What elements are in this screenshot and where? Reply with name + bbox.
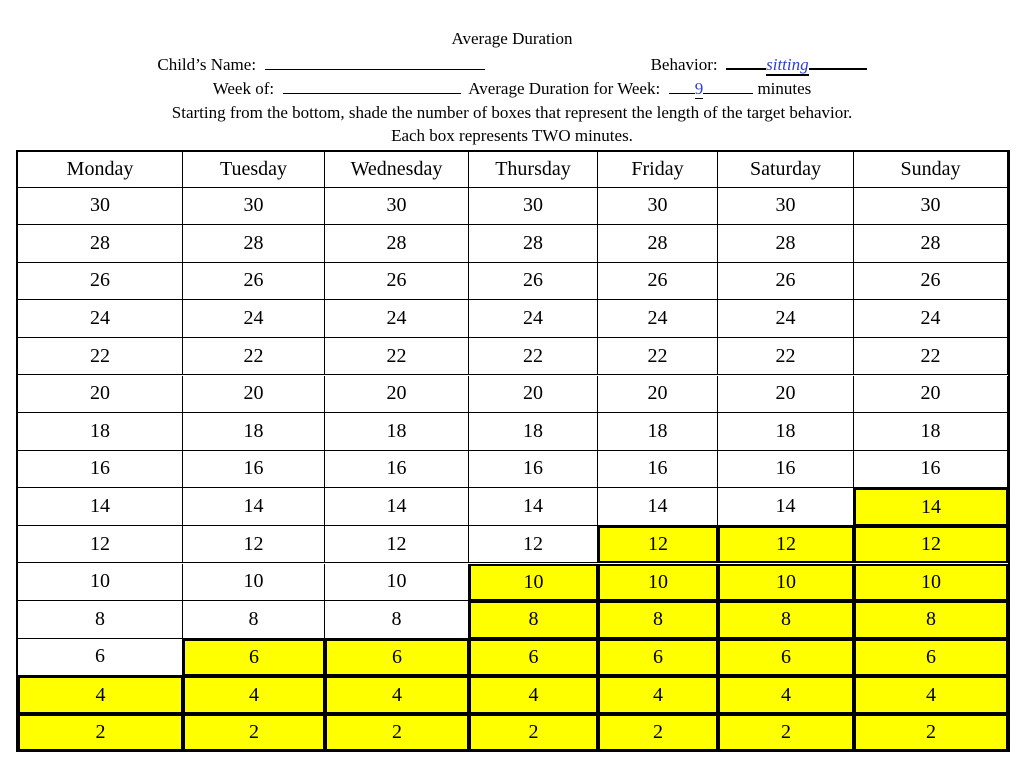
duration-box-saturday-16[interactable]: 16 [718,451,854,489]
duration-box-thursday-28[interactable]: 28 [469,225,598,263]
duration-box-friday-4[interactable]: 4 [598,676,718,714]
duration-box-friday-20[interactable]: 20 [598,376,718,414]
duration-box-thursday-30[interactable]: 30 [469,188,598,226]
duration-box-friday-2[interactable]: 2 [598,714,718,752]
minutes-label: minutes [757,79,812,98]
duration-box-wednesday-4[interactable]: 4 [325,676,469,714]
duration-box-saturday-30[interactable]: 30 [718,188,854,226]
duration-box-sunday-14[interactable]: 14 [854,488,1008,526]
duration-box-friday-8[interactable]: 8 [598,601,718,639]
worksheet-header [0,27,1024,148]
duration-box-saturday-6[interactable]: 6 [718,639,854,677]
avg-underline-right [703,76,753,94]
duration-box-sunday-6[interactable]: 6 [854,639,1008,677]
day-header-friday: Friday [598,152,718,188]
duration-box-wednesday-24[interactable]: 24 [325,300,469,338]
duration-box-thursday-26[interactable]: 26 [469,263,598,301]
duration-box-tuesday-14[interactable]: 14 [183,488,325,526]
duration-box-monday-20[interactable]: 20 [18,376,183,414]
day-header-thursday: Thursday [469,152,598,188]
duration-box-saturday-22[interactable]: 22 [718,338,854,376]
duration-box-sunday-8[interactable]: 8 [854,601,1008,639]
day-header-sunday: Sunday [854,152,1008,188]
duration-box-saturday-26[interactable]: 26 [718,263,854,301]
duration-box-monday-4[interactable]: 4 [18,676,183,714]
duration-box-tuesday-30[interactable]: 30 [183,188,325,226]
duration-box-wednesday-28[interactable]: 28 [325,225,469,263]
child-name-label: Child’s Name: [157,54,257,74]
duration-box-friday-24[interactable]: 24 [598,300,718,338]
duration-box-monday-6[interactable]: 6 [18,639,183,677]
duration-box-monday-18[interactable]: 18 [18,413,183,451]
duration-box-tuesday-28[interactable]: 28 [183,225,325,263]
duration-box-thursday-12[interactable]: 12 [469,526,598,564]
day-header-wednesday: Wednesday [325,152,469,188]
duration-box-tuesday-20[interactable]: 20 [183,376,325,414]
duration-box-saturday-24[interactable]: 24 [718,300,854,338]
duration-box-sunday-20[interactable]: 20 [854,376,1008,414]
duration-box-saturday-28[interactable]: 28 [718,225,854,263]
duration-box-thursday-8[interactable]: 8 [469,601,598,639]
duration-box-monday-8[interactable]: 8 [18,601,183,639]
week-field[interactable] [283,76,461,94]
child-name-field[interactable] [265,52,485,70]
duration-box-wednesday-2[interactable]: 2 [325,714,469,752]
duration-box-friday-16[interactable]: 16 [598,451,718,489]
duration-box-sunday-18[interactable]: 18 [854,413,1008,451]
duration-box-monday-22[interactable]: 22 [18,338,183,376]
duration-box-saturday-4[interactable]: 4 [718,676,854,714]
duration-box-friday-22[interactable]: 22 [598,338,718,376]
duration-box-friday-30[interactable]: 30 [598,188,718,226]
duration-box-tuesday-2[interactable]: 2 [183,714,325,752]
duration-box-thursday-4[interactable]: 4 [469,676,598,714]
instruction-line-1: Starting from the bottom, shade the number of boxes that represent the length of the target behavior. [171,102,853,122]
duration-box-monday-28[interactable]: 28 [18,225,183,263]
day-header-monday: Monday [18,152,183,188]
name-behavior-line [0,51,1024,77]
duration-box-saturday-18[interactable]: 18 [718,413,854,451]
duration-box-friday-12[interactable]: 12 [598,526,718,564]
duration-box-tuesday-22[interactable]: 22 [183,338,325,376]
duration-box-monday-12[interactable]: 12 [18,526,183,564]
duration-box-wednesday-20[interactable]: 20 [325,376,469,414]
behavior-underline-right [809,51,867,70]
duration-box-sunday-24[interactable]: 24 [854,300,1008,338]
duration-box-thursday-16[interactable]: 16 [469,451,598,489]
duration-box-sunday-28[interactable]: 28 [854,225,1008,263]
duration-box-saturday-12[interactable]: 12 [718,526,854,564]
behavior-label: Behavior: [650,54,718,74]
duration-box-thursday-18[interactable]: 18 [469,413,598,451]
duration-chart-table [16,150,1010,752]
duration-box-sunday-4[interactable]: 4 [854,676,1008,714]
duration-box-monday-2[interactable]: 2 [18,714,183,752]
duration-box-friday-26[interactable]: 26 [598,263,718,301]
duration-box-wednesday-26[interactable]: 26 [325,263,469,301]
week-line [0,76,1024,101]
duration-box-thursday-14[interactable]: 14 [469,488,598,526]
duration-box-saturday-20[interactable]: 20 [718,376,854,414]
day-header-tuesday: Tuesday [183,152,325,188]
duration-box-thursday-24[interactable]: 24 [469,300,598,338]
duration-box-sunday-12[interactable]: 12 [854,526,1008,564]
duration-box-thursday-2[interactable]: 2 [469,714,598,752]
duration-box-friday-6[interactable]: 6 [598,639,718,677]
duration-box-monday-26[interactable]: 26 [18,263,183,301]
average-duration-label: Average Duration for Week: [468,79,661,98]
duration-box-saturday-14[interactable]: 14 [718,488,854,526]
duration-box-sunday-10[interactable]: 10 [854,564,1008,602]
duration-box-friday-28[interactable]: 28 [598,225,718,263]
day-header-saturday: Saturday [718,152,854,188]
duration-box-friday-10[interactable]: 10 [598,564,718,602]
instruction-line-2: Each box represents TWO minutes. [391,126,633,145]
behavior-value[interactable]: sitting [766,54,809,74]
duration-box-wednesday-10[interactable]: 10 [325,564,469,602]
duration-box-friday-18[interactable]: 18 [598,413,718,451]
duration-box-thursday-10[interactable]: 10 [469,564,598,602]
duration-box-saturday-2[interactable]: 2 [718,714,854,752]
duration-box-wednesday-16[interactable]: 16 [325,451,469,489]
duration-box-tuesday-8[interactable]: 8 [183,601,325,639]
duration-box-wednesday-18[interactable]: 18 [325,413,469,451]
behavior-underline-left [726,51,766,70]
duration-box-saturday-8[interactable]: 8 [718,601,854,639]
duration-box-thursday-22[interactable]: 22 [469,338,598,376]
duration-box-sunday-22[interactable]: 22 [854,338,1008,376]
duration-box-tuesday-6[interactable]: 6 [183,639,325,677]
duration-box-sunday-30[interactable]: 30 [854,188,1008,226]
duration-box-tuesday-16[interactable]: 16 [183,451,325,489]
duration-box-thursday-20[interactable]: 20 [469,376,598,414]
duration-box-monday-14[interactable]: 14 [18,488,183,526]
duration-box-monday-10[interactable]: 10 [18,564,183,602]
duration-box-sunday-26[interactable]: 26 [854,263,1008,301]
duration-box-sunday-2[interactable]: 2 [854,714,1008,752]
average-duration-value[interactable]: 9 [694,79,704,98]
duration-box-monday-30[interactable]: 30 [18,188,183,226]
duration-box-wednesday-8[interactable]: 8 [325,601,469,639]
duration-box-saturday-10[interactable]: 10 [718,564,854,602]
duration-box-tuesday-26[interactable]: 26 [183,263,325,301]
duration-box-wednesday-12[interactable]: 12 [325,526,469,564]
duration-box-wednesday-6[interactable]: 6 [325,639,469,677]
duration-box-friday-14[interactable]: 14 [598,488,718,526]
duration-box-monday-16[interactable]: 16 [18,451,183,489]
duration-box-tuesday-4[interactable]: 4 [183,676,325,714]
duration-box-tuesday-24[interactable]: 24 [183,300,325,338]
duration-box-wednesday-14[interactable]: 14 [325,488,469,526]
duration-box-monday-24[interactable]: 24 [18,300,183,338]
duration-box-thursday-6[interactable]: 6 [469,639,598,677]
duration-box-wednesday-22[interactable]: 22 [325,338,469,376]
duration-box-tuesday-12[interactable]: 12 [183,526,325,564]
duration-box-tuesday-18[interactable]: 18 [183,413,325,451]
duration-box-sunday-16[interactable]: 16 [854,451,1008,489]
worksheet-title: Average Duration [451,29,573,48]
duration-box-tuesday-10[interactable]: 10 [183,564,325,602]
avg-underline-left [669,76,695,94]
week-label: Week of: [212,79,275,98]
duration-box-wednesday-30[interactable]: 30 [325,188,469,226]
